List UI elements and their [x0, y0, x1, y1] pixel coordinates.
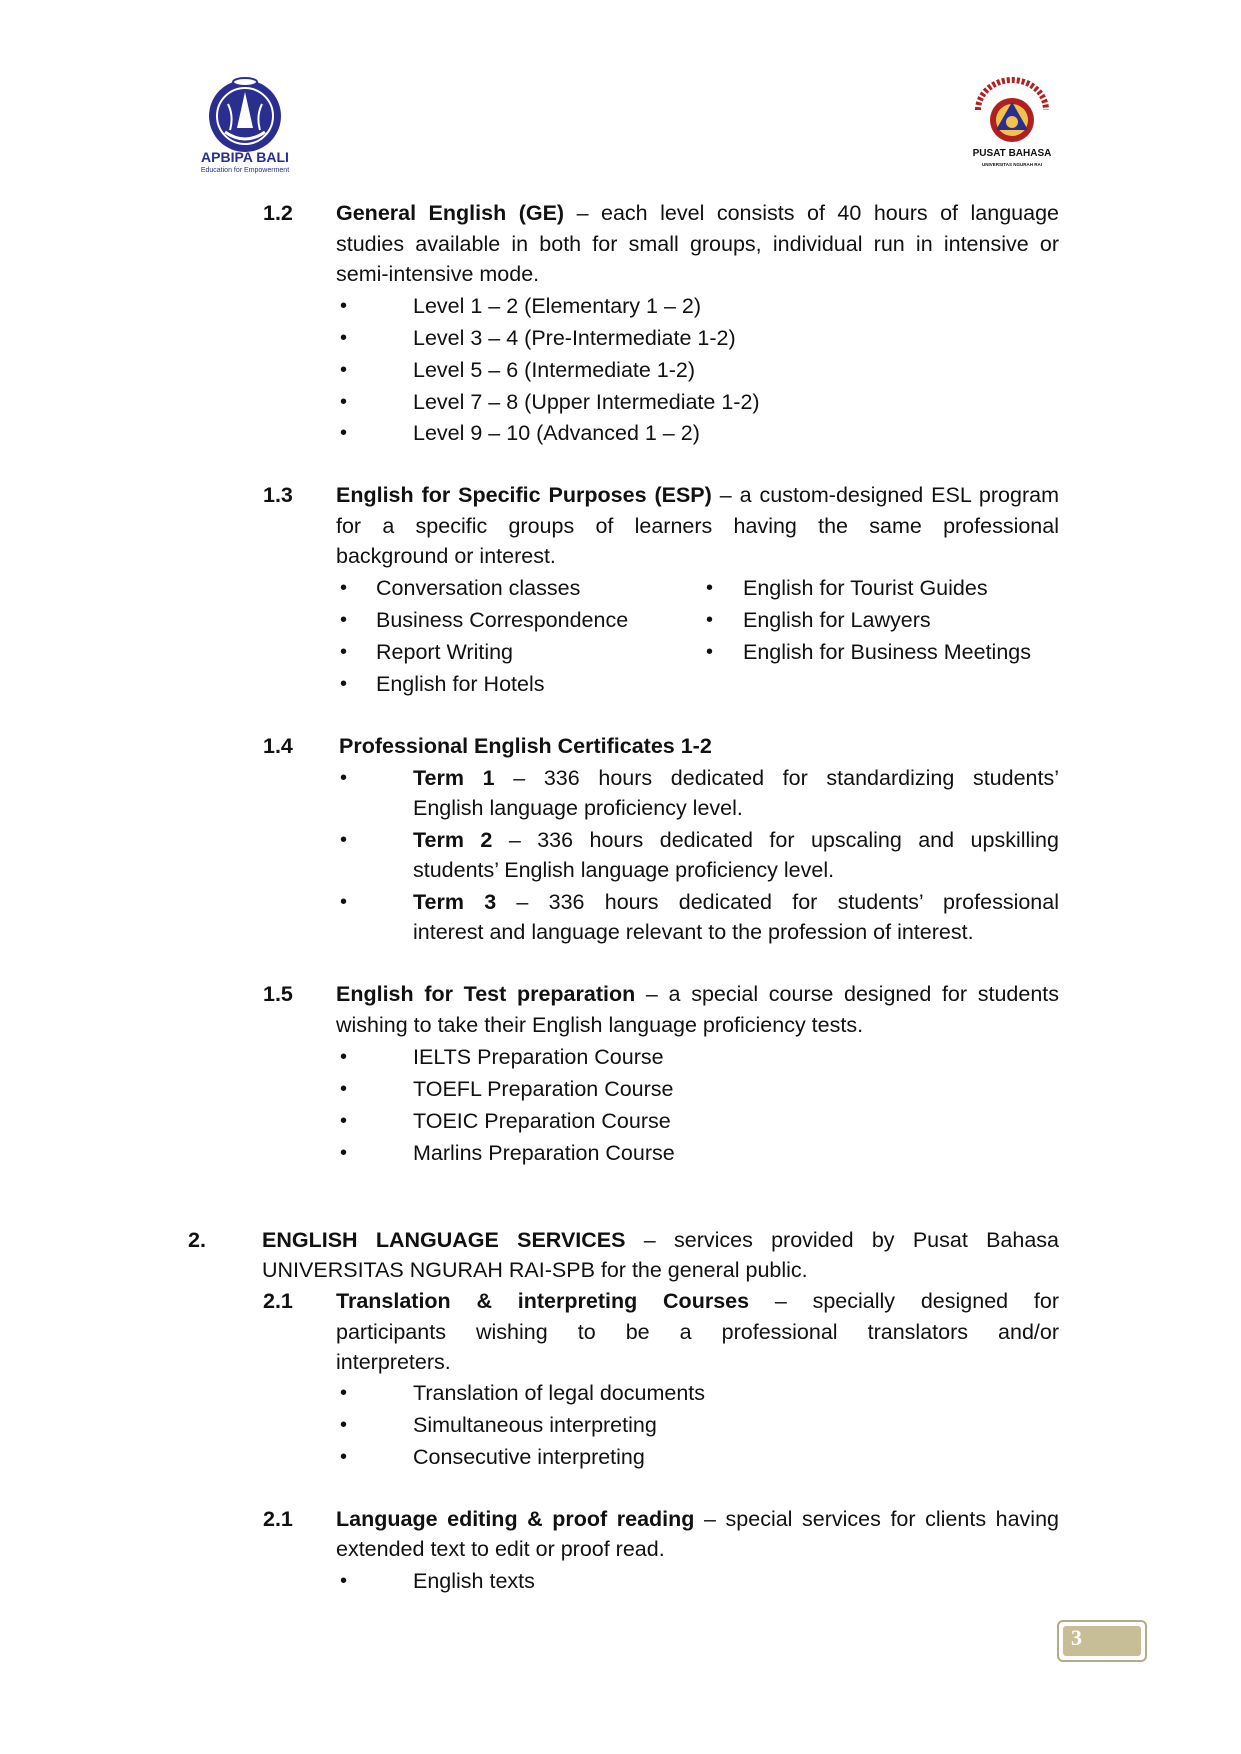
bullet: • — [340, 391, 348, 413]
list-item: Simultaneous interpreting — [413, 1413, 657, 1437]
list-item: Level 1 – 2 (Elementary 1 – 2) — [413, 294, 702, 318]
section-text-line: for a specific groups of learners having the same professional — [336, 514, 1059, 538]
section-text: – specially designed for — [749, 1289, 1059, 1313]
term-line — [413, 763, 1059, 793]
list-item: English for Lawyers — [743, 608, 931, 632]
term-label: Term 1 — [413, 766, 495, 790]
bullet: • — [340, 422, 348, 444]
section-number: 1.5 — [263, 982, 293, 1006]
list-item: TOEIC Preparation Course — [413, 1109, 671, 1133]
list-item: Level 7 – 8 (Upper Intermediate 1-2) — [413, 390, 760, 414]
apbipa-logo — [190, 76, 300, 180]
bullet: • — [340, 1414, 348, 1436]
term-text-line: students’ English language proficiency level. — [413, 858, 835, 882]
bullet: • — [340, 1446, 348, 1468]
section-intro-line — [262, 1225, 1059, 1255]
section-number: 2. — [188, 1228, 206, 1252]
bullet: • — [340, 1570, 348, 1592]
list-item: Level 5 – 6 (Intermediate 1-2) — [413, 358, 696, 382]
section-title: English for Specific Purposes (ESP) — [336, 483, 712, 507]
term-label: Term 3 — [413, 890, 497, 914]
section-text-line: semi-intensive mode. — [336, 262, 540, 286]
list-item: Translation of legal documents — [413, 1381, 706, 1405]
bullet: • — [340, 673, 348, 695]
pusat-bahasa-subcaption: UNIVERSITAS NGURAH RAI — [982, 162, 1042, 167]
pusat-bahasa-caption: PUSAT BAHASA — [972, 148, 1052, 159]
bullet: • — [340, 1046, 348, 1068]
list-item: Marlins Preparation Course — [413, 1141, 675, 1165]
section-number: 2.1 — [263, 1507, 293, 1531]
section-number: 1.2 — [263, 201, 293, 225]
section-intro-line — [336, 1504, 1059, 1534]
term-text-line: interest and language relevant to the profession of interest. — [413, 920, 974, 944]
bullet: • — [340, 1142, 348, 1164]
list-item: IELTS Preparation Course — [413, 1045, 664, 1069]
bullet: • — [706, 641, 714, 663]
bullet: • — [340, 829, 348, 851]
section-text: – a special course designed for students — [635, 982, 1059, 1006]
term-line — [413, 825, 1059, 855]
section-title: Language editing & proof reading — [336, 1507, 695, 1531]
bullet: • — [340, 891, 348, 913]
page-number-badge — [1057, 1620, 1147, 1662]
list-item: English for Tourist Guides — [743, 576, 988, 600]
bullet: • — [706, 577, 714, 599]
bullet: • — [706, 609, 714, 631]
bullet: • — [340, 1078, 348, 1100]
section-text-line: wishing to take their English language proficiency tests. — [336, 1013, 864, 1037]
section-text-line: studies available in both for small groups, individual run in intensive or — [336, 232, 1059, 256]
bullet: • — [340, 767, 348, 789]
section-intro-line — [336, 1286, 1059, 1316]
bullet: • — [340, 609, 348, 631]
section-text-line: participants wishing to be a professional translators and/or — [336, 1320, 1059, 1344]
section-title: General English (GE) — [336, 201, 565, 225]
list-item: English texts — [413, 1569, 535, 1593]
section-title: English for Test preparation — [336, 982, 636, 1006]
pusat-bahasa-seal-icon — [962, 76, 1062, 148]
bullet: • — [340, 359, 348, 381]
section-intro-line — [336, 979, 1059, 1009]
section-intro-line — [336, 480, 1059, 510]
section-text: – special services for clients having — [694, 1507, 1060, 1531]
bullet: • — [340, 327, 348, 349]
list-item: Consecutive interpreting — [413, 1445, 645, 1469]
term-text-line: English language proficiency level. — [413, 796, 743, 820]
section-text-line: UNIVERSITAS NGURAH RAI-SPB for the general public. — [262, 1258, 808, 1282]
apbipa-logo-icon — [190, 76, 300, 152]
list-item: Conversation classes — [376, 576, 581, 600]
bullet: • — [340, 295, 348, 317]
list-item: English for Business Meetings — [743, 640, 1032, 664]
section-title: Translation & interpreting Courses — [336, 1289, 750, 1313]
apbipa-tagline: Education for Empowerment — [200, 167, 290, 174]
list-item: Report Writing — [376, 640, 514, 664]
section-number: 2.1 — [263, 1289, 293, 1313]
bullet: • — [340, 577, 348, 599]
section-intro-line — [336, 198, 1059, 228]
page-number: 3 — [1071, 1625, 1082, 1650]
section-number: 1.3 — [263, 483, 293, 507]
list-item: Business Correspondence — [376, 608, 629, 632]
term-text: – 336 hours dedicated for upscaling and upskilling — [492, 828, 1059, 852]
list-item: Level 9 – 10 (Advanced 1 – 2) — [413, 421, 700, 445]
section-text: – services provided by Pusat Bahasa — [625, 1228, 1059, 1252]
pusat-bahasa-logo — [962, 76, 1062, 170]
list-item: English for Hotels — [376, 672, 545, 696]
list-item: TOEFL Preparation Course — [413, 1077, 674, 1101]
term-text: – 336 hours dedicated for standardizing students’ — [494, 766, 1059, 790]
term-text: – 336 hours dedicated for students’ professional — [496, 890, 1059, 914]
term-line — [413, 887, 1059, 917]
section-text-line: extended text to edit or proof read. — [336, 1537, 665, 1561]
section-text-line: interpreters. — [336, 1350, 451, 1374]
apbipa-caption: APBIPA BALI — [201, 149, 289, 165]
section-number: 1.4 — [263, 734, 293, 758]
section-text: – each level consists of 40 hours of language — [564, 201, 1059, 225]
term-label: Term 2 — [413, 828, 493, 852]
section-text: – a custom-designed ESL program — [711, 483, 1059, 507]
section-title: Professional English Certificates 1-2 — [339, 734, 712, 758]
bullet: • — [340, 641, 348, 663]
section-text-line: background or interest. — [336, 544, 556, 568]
list-item: Level 3 – 4 (Pre-Intermediate 1-2) — [413, 326, 736, 350]
bullet: • — [340, 1110, 348, 1132]
section-title: ENGLISH LANGUAGE SERVICES — [262, 1228, 626, 1252]
bullet: • — [340, 1382, 348, 1404]
